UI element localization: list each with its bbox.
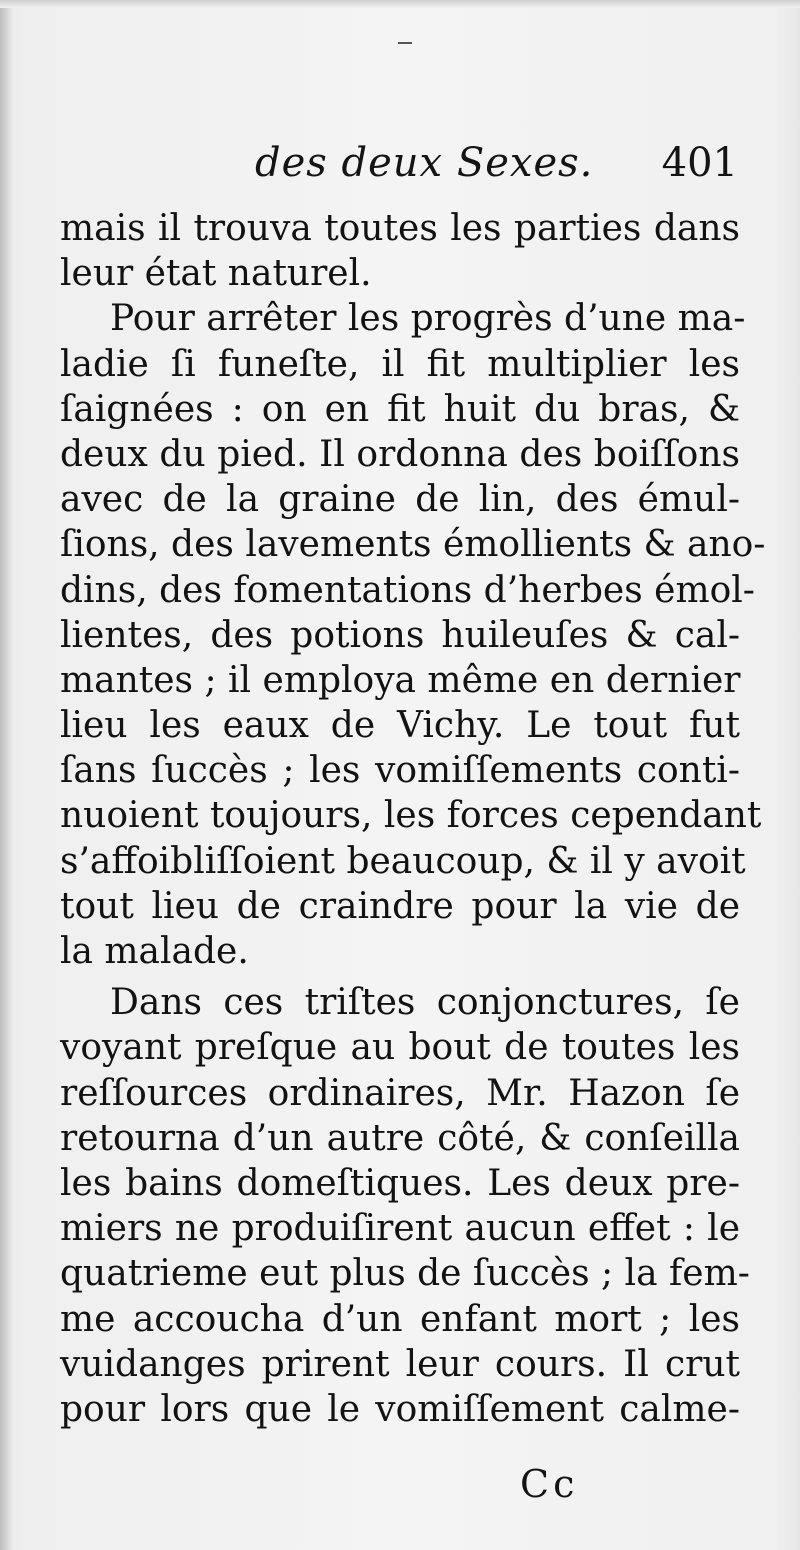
text-line: vuidanges prirent leur cours. Il crut <box>60 1343 740 1385</box>
text-line: tout lieu de craindre pour la vie de <box>60 885 740 927</box>
page-number: 401 <box>661 140 738 186</box>
text-line: pour lors que le vomiſſement calme- <box>60 1388 740 1430</box>
body-text <box>60 206 766 1432</box>
text-line: lieu les eaux de Vichy. Le tout fut <box>60 705 740 747</box>
text-line: avec de la graine de lin, des émul- <box>60 479 740 521</box>
text-line: voyant preſque au bout de toutes les <box>60 1027 740 1069</box>
paragraph <box>60 296 766 974</box>
text-line: retourna d’un autre côté, & conſeilla <box>60 1117 740 1159</box>
text-line: miers ne produiſirent aucun effet : le <box>60 1208 740 1250</box>
text-line: ſaignées : on en fit huit du bras, & <box>60 388 740 430</box>
page-edge-shadow <box>0 0 12 1550</box>
text-line: nuoient toujours, les forces cependant <box>60 795 762 837</box>
text-line: mais il trouva toutes les parties dans <box>60 208 740 249</box>
text-line: reſſources ordinaires, Mr. Hazon ſe <box>60 1072 740 1114</box>
text-line: dins, des fomentations d’herbes émol- <box>60 569 755 611</box>
page-top-shadow <box>0 0 800 8</box>
paragraph <box>60 980 750 1432</box>
paragraph <box>60 206 740 296</box>
page-header <box>60 140 740 200</box>
text-line: deux du pied. Il ordonna des boiſſons <box>60 433 740 475</box>
text-line: la malade. <box>60 931 249 972</box>
text-line: Pour arrêter les progrès d’une ma- <box>110 298 746 340</box>
text-line: s’affoibliſſoient beaucoup, & il y avoit <box>60 840 746 882</box>
text-line: me accoucha d’un enfant mort ; les <box>60 1298 740 1340</box>
text-line: les bains domeſtiques. Les deux pre- <box>60 1162 740 1204</box>
text-line: lientes, des potions huileuſes & cal- <box>60 614 740 656</box>
text-line: quatrieme eut plus de ſuccès ; la fem- <box>60 1253 750 1295</box>
running-title: des deux Sexes. <box>255 140 594 186</box>
text-line: ladie ſi funeſte, il fit multiplier les <box>60 343 740 385</box>
print-mark <box>398 42 412 44</box>
text-line: ſans ſuccès ; les vomiſſements conti- <box>60 750 740 792</box>
signature-mark: Cc <box>520 1462 579 1506</box>
text-line: leur état naturel. <box>60 253 372 295</box>
text-line: ſions, des lavements émollients & ano- <box>60 524 766 566</box>
text-line: Dans ces triſtes conjonctures, ſe <box>110 982 740 1024</box>
text-line: mantes ; il employa même en dernier <box>60 659 741 701</box>
